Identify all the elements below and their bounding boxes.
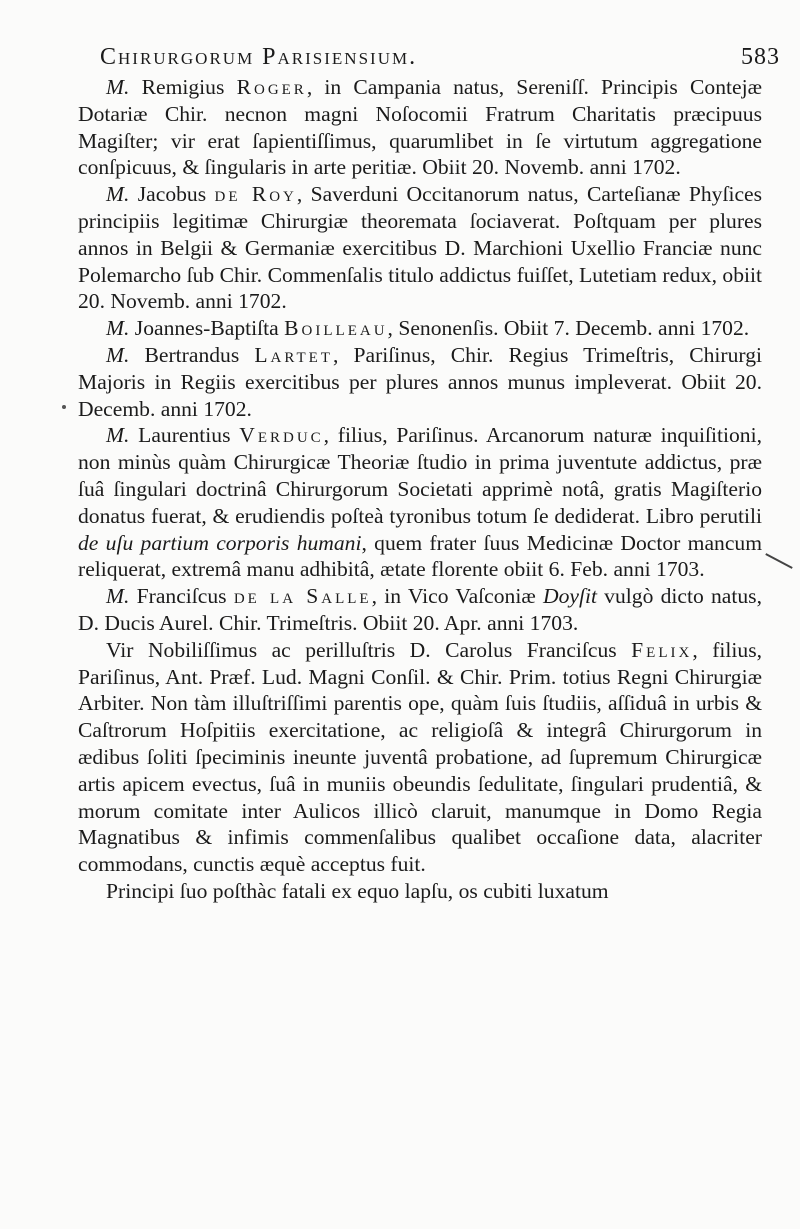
entry-prefix: M. bbox=[106, 316, 130, 341]
entry-text: , Pariſinus, Chir. Regius Trimeſtris, Chirurgi Majoris in Regiis exercitibus per plures annos munus impleverat. Obiit 20. Decemb. anni 1702. bbox=[78, 342, 763, 421]
entry-text: Principi ſuo poſthàc fatali ex equo lapſu, os cubiti luxatum bbox=[106, 878, 609, 903]
entry-text: , Saverduni Occitanorum natus, Carteſianæ Phyſices principiis legitimæ Chirurgiæ theoremata ſociaverat. Poſtquam per plures annos in Belgii & Germaniæ exercitibus D. Marchioni Uxellio Franciæ nunc Polemarcho ſub Chir. Commenſalis titulo addictus fuiſſet, Lutetiam redux, obiit 20. Novemb. anni 1702. bbox=[78, 182, 763, 314]
entry-prefix: M. bbox=[106, 423, 130, 448]
margin-dot bbox=[62, 405, 66, 409]
entry-boilleau bbox=[78, 315, 762, 342]
entry-text: , Senonenſis. Obiit 7. Decemb. anni 1702. bbox=[387, 316, 750, 341]
entry-text: vulgò dicto natus, D. Ducis Aurel. Chir. Trimeſtris. Obiit 20. Apr. anni 1703. bbox=[78, 584, 762, 635]
entry-lead: Vir Nobiliſſimus ac perilluſtris D. Carolus Franciſcus bbox=[106, 637, 617, 662]
entry-roger bbox=[78, 74, 762, 181]
entry-surname: Boilleau bbox=[284, 316, 388, 341]
entry-text: , in Vico Vaſconiæ bbox=[371, 584, 543, 609]
entry-text: , in Campania natus, Sereniſſ. Principis Contejæ Dotariæ Chir. necnon magni Noſocomii Fratrum Charitatis præcipuus Magiſter; vir erat ſapientiſſimus, quarumlibet in ſe virtutum aggregatione conſpicuus, & ſingularis in arte peritiæ. Obiit 20. Novemb. anni 1702. bbox=[78, 75, 763, 180]
entry-prefix: M. bbox=[106, 584, 130, 609]
entry-surname: Felix bbox=[631, 637, 693, 662]
entry-prefix: M. bbox=[106, 182, 130, 207]
entry-prefix: M. bbox=[106, 75, 130, 99]
entry-prefix: M. bbox=[106, 342, 130, 367]
entry-felix bbox=[78, 637, 762, 878]
entry-given-name: Jacobus bbox=[137, 182, 207, 207]
page-body bbox=[78, 74, 762, 905]
entry-surname: Verduc bbox=[239, 423, 324, 448]
entry-de-la-salle bbox=[78, 583, 762, 637]
entry-text: , filius, Pariſinus, Ant. Præf. Lud. Magni Conſil. & Chir. Prim. totius Regni Chirurgiæ Arbiter. Non tàm illuſtriſſimi parentis ope, quàm ſuis ſtudiis, aſſiduâ in urbis & Caſtrorum Hoſpitiis exercitatione, ac religioſâ & integrâ Chirurgorum in ædibus ſoliti ſpeciminis ineunte juventâ probatione, ad ſupremum Chirurgicæ artis apicem evectus, ſuâ in muniis obeundis ſedulitate, ſingulari prudentiâ, & morum comitate inter Aulicos illicò claruit, manumque in Domo Regia Magnatibus & infimis commenſalibus qualibet occaſione data, alacriter commodans, cunctis æquè acceptus fuit. bbox=[78, 637, 762, 877]
entry-given-name: Franciſcus bbox=[136, 584, 227, 609]
entry-lartet bbox=[78, 342, 762, 422]
place-name: Doyſit bbox=[542, 584, 597, 609]
entry-surname: de Roy bbox=[214, 182, 297, 207]
entry-surname: de la Salle bbox=[233, 584, 372, 609]
entry-text: , filius, Pariſinus. Arcanorum naturæ inquiſitioni, non minùs quàm Chirurgicæ Theoriæ ſtudio in prima juventute addictus, præ ſuâ ſingulari doctrinâ Chirurgorum Societati apprimè notâ, gratis Magiſterio donatus fuerat, & erudiendis poſteà tyronibus totum ſe dediderat. Libro perutili bbox=[78, 423, 763, 528]
entry-given-name: Bertrandus bbox=[144, 342, 240, 367]
entry-surname: Lartet bbox=[254, 342, 333, 367]
running-title: Chirurgorum Parisiensium. bbox=[100, 44, 418, 70]
entry-given-name: Joannes-Baptiſta bbox=[134, 316, 279, 341]
entry-given-name: Remigius bbox=[141, 75, 225, 99]
entry-continuation bbox=[78, 878, 762, 905]
page-number: 583 bbox=[741, 44, 780, 70]
edge-ink-stroke bbox=[765, 553, 792, 569]
entry-given-name: Laurentius bbox=[138, 423, 231, 448]
book-title: de uſu partium corporis humani bbox=[78, 530, 362, 555]
entry-surname: Roger bbox=[236, 75, 307, 99]
entry-de-roy bbox=[78, 181, 762, 315]
entry-verduc bbox=[78, 422, 762, 583]
entry-text: , quem frater ſuus Medicinæ Doctor mancum reliquerat, extremâ manu adhibitâ, ætate florente obiit 6. Feb. anni 1703. bbox=[78, 530, 763, 582]
